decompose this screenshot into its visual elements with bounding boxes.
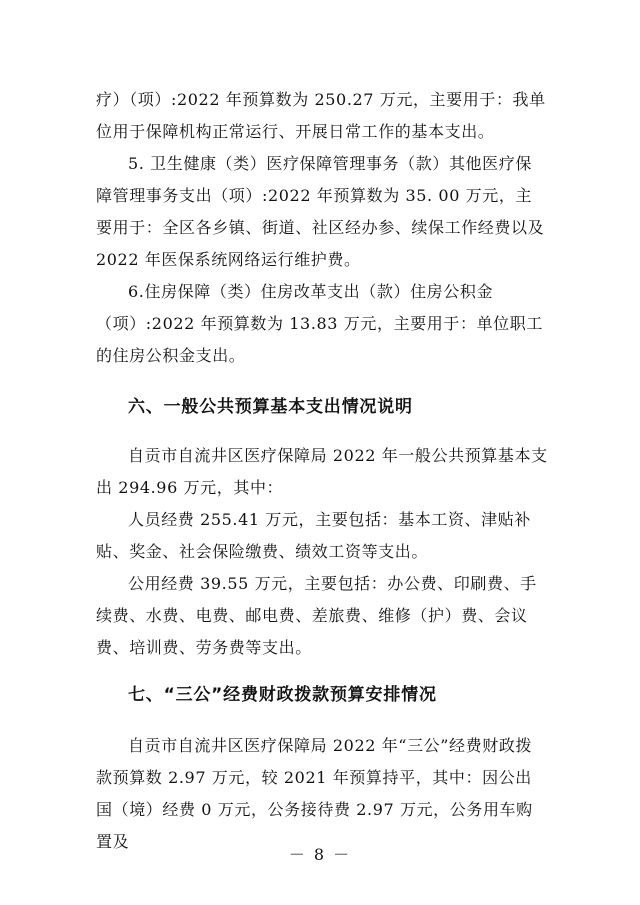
section-heading-6: 六、一般公共预算基本支出情况说明 [128,397,413,417]
paragraph-public-expense: 公用经费 39.55 万元，主要包括：办公费、印刷费、手续费、水费、电费、邮电费、差旅费、维修（护）费、会议费、培训费、劳务费等支出。 [96,574,537,657]
paragraph-basic-expenditure: 自贡市自流井区医疗保障局 2022 年一般公共预算基本支出 294.96 万元，其中： [96,446,548,497]
paragraph-item-6: 6.住房保障（类）住房改革支出（款）住房公积金（项）:2022 年预算数为 13.83 万元，主要用于：单位职工的住房公积金支出。 [96,282,543,365]
section-heading-7: 七、“三公”经费财政拨款预算安排情况 [128,685,437,705]
page-number: － 8 － [288,845,352,864]
paragraph-item-5: 5. 卫生健康（类）医疗保障管理事务（款）其他医疗保障管理事务支出（项）:2022 年预算数为 35. 00 万元，主要用于：全区各乡镇、街道、社区经办参、续保工作经费以及 2022 年医保系统网络运行维护费。 [96,154,545,269]
paragraph-personnel-expense: 人员经费 255.41 万元，主要包括：基本工资、津贴补贴、奖金、社会保险缴费、绩效工资等支出。 [96,510,531,561]
paragraph-three-public: 自贡市自流井区医疗保障局 2022 年“三公”经费财政拨款预算数 2.97 万元，较 2021 年预算持平，其中：因公出国（境）经费 0 万元，公务接待费 2.97 万元，公务用车购置及 [96,736,533,851]
paragraph-item-4-cont: 疗）（项）:2022 年预算数为 250.27 万元，主要用于：我单位用于保障机构正常运行、开展日常工作的基本支出。 [96,90,546,141]
